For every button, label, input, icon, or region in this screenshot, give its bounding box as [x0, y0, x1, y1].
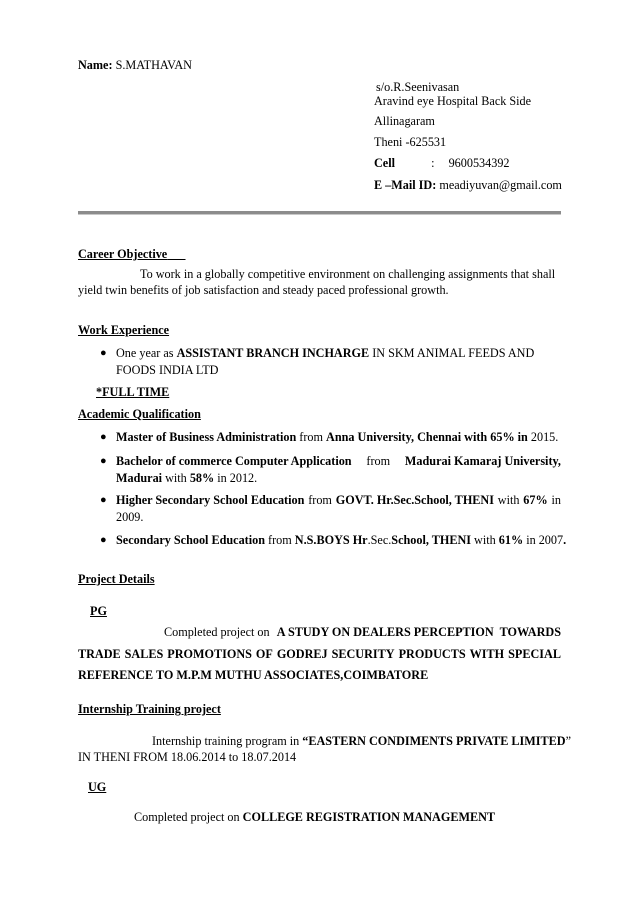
ug-project-line: Completed project on COLLEGE REGISTRATION MANAGEMENT — [134, 810, 496, 824]
pg-label: PG — [90, 604, 107, 618]
address-line-1: s/o.R.Seenivasan — [376, 80, 460, 94]
academic-item-3-line-1: Higher Secondary School Education from GOVT. Hr.Sec.School, THENI with 67% in — [116, 493, 561, 507]
internship-line-1: Internship training program in “EASTERN CONDIMENTS PRIVATE LIMITED” — [152, 734, 572, 748]
ug-label: UG — [88, 780, 107, 794]
cell-line — [374, 156, 510, 171]
internship-heading: Internship Training project — [78, 702, 221, 716]
work-experience-heading: Work Experience — [78, 323, 170, 337]
email-address: meadiyuvan@gmail.com — [439, 178, 562, 192]
internship-line-2: IN THENI FROM 18.06.2014 to 18.07.2014 — [78, 750, 297, 764]
work-item-line-1: One year as ASSISTANT BRANCH INCHARGE IN SKM ANIMAL FEEDS AND — [116, 346, 535, 360]
bullet-icon: ● — [100, 431, 107, 443]
academic-item-3-line-2: 2009. — [116, 510, 144, 524]
cell-separator: : — [431, 156, 435, 170]
candidate-name: S.MATHAVAN — [115, 58, 192, 72]
bullet-icon: ● — [100, 494, 107, 506]
name-label: Name: — [78, 58, 113, 72]
pg-project-line-1: Completed project on A STUDY ON DEALERS PERCEPTION TOWARDS — [164, 625, 561, 639]
academic-item-2-line-2: Madurai with 58% in 2012. — [116, 471, 258, 485]
academic-item-4: Secondary School Education from N.S.BOYS Hr.Sec.School, THENI with 61% in 2007. — [116, 533, 567, 547]
work-item-line-2: FOODS INDIA LTD — [116, 363, 219, 377]
career-objective-heading: Career Objective — [78, 247, 168, 261]
career-objective-line-1: To work in a globally competitive environment on challenging assignments that shall — [140, 267, 556, 281]
academic-heading: Academic Qualification — [78, 407, 201, 421]
pg-project-line-2: TRADE SALES PROMOTIONS OF GODREJ SECURITY PRODUCTS WITH SPECIAL — [78, 647, 561, 661]
bullet-icon: ● — [100, 347, 107, 359]
bullet-icon: ● — [100, 534, 107, 546]
project-heading: Project Details — [78, 572, 155, 586]
address-line-3: Allinagaram — [374, 114, 435, 128]
name-line — [78, 58, 192, 73]
address-line-4: Theni -625531 — [374, 135, 447, 149]
address-line-2: Aravind eye Hospital Back Side — [374, 94, 532, 108]
academic-item-1: Master of Business Administration from Anna University, Chennai with 65% in 2015. — [116, 430, 559, 444]
header-divider — [78, 211, 561, 215]
pg-project-line-3: REFERENCE TO M.P.M MUTHU ASSOCIATES,COIMBATORE — [78, 668, 429, 682]
email-line — [374, 178, 562, 193]
academic-item-2-line-1: Bachelor of commerce Computer Application from Madurai Kamaraj University, — [116, 454, 561, 468]
bullet-icon: ● — [100, 455, 107, 467]
cell-label: Cell — [374, 156, 395, 170]
career-objective-line-2: yield twin benefits of job satisfaction and steady paced professional growth. — [78, 283, 449, 297]
full-time-label: *FULL TIME — [96, 385, 170, 399]
cell-number: 9600534392 — [448, 156, 510, 170]
email-label: E –Mail ID: — [374, 178, 437, 192]
